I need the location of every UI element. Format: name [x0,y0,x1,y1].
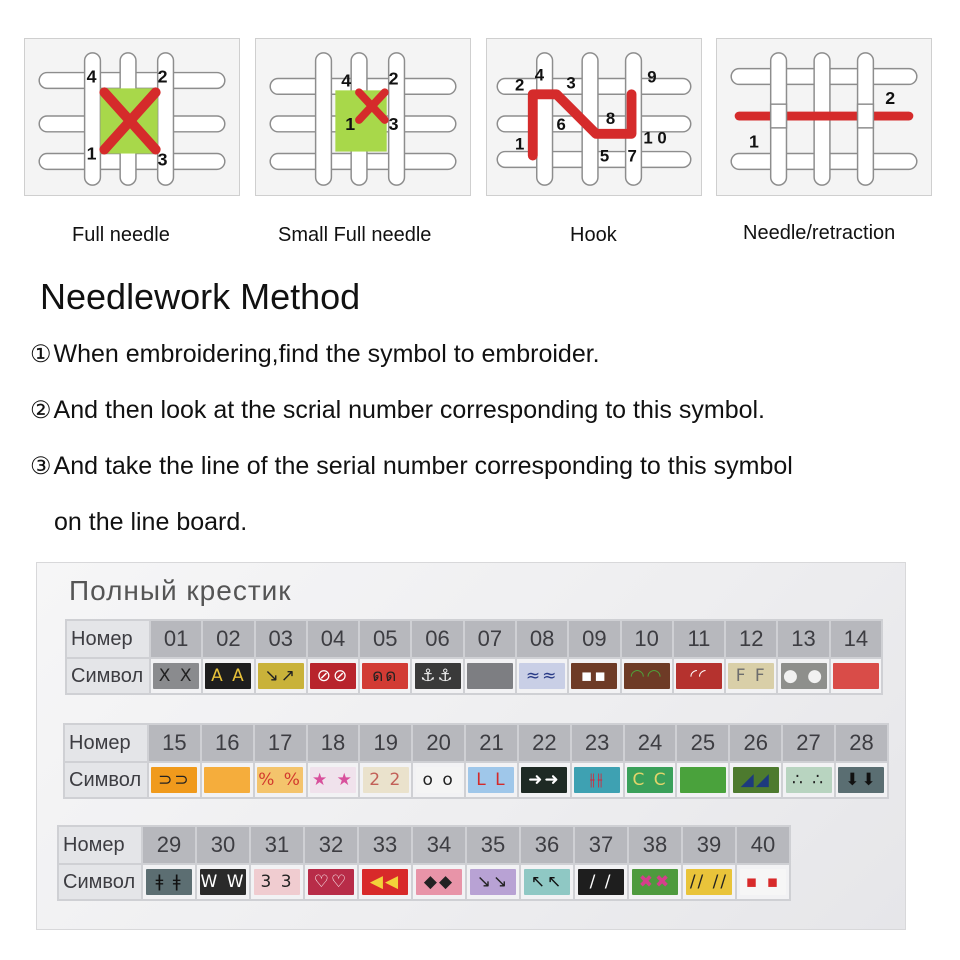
row-label-symbol: Символ [64,762,148,798]
symbol-cell [304,864,358,900]
symbol-cell [196,864,250,900]
symbol-number: 29 [142,826,196,864]
symbol-number: 36 [520,826,574,864]
stitch-number: 2 [157,66,168,87]
symbol-cell [624,762,677,798]
symbol-cell [571,762,624,798]
symbol-number: 31 [250,826,304,864]
stitch-number: 1 [345,113,356,134]
symbol-cell [254,762,307,798]
stitch-number: 5 [599,146,610,166]
symbol-number: 23 [571,724,624,762]
symbol-number: 40 [736,826,790,864]
row-label-symbol: Символ [66,658,150,694]
step-number: ③ [30,453,52,480]
symbol-number: 16 [201,724,254,762]
symbol-chart-card [36,562,906,930]
stitch-number: 9 [647,67,657,87]
symbol-cell [830,658,882,694]
symbol-swatch: % % [257,767,303,793]
row-label-symbol: Символ [58,864,142,900]
symbol-cell [621,658,673,694]
symbol-number: 37 [574,826,628,864]
symbol-number: 20 [412,724,465,762]
symbol-cell [628,864,682,900]
symbol-number: 06 [411,620,463,658]
symbol-swatch: ◆◆ [416,869,462,895]
symbol-swatch [680,767,726,793]
stitch-number: 3 [566,73,576,93]
symbol-swatch: ▪▪ [571,663,617,689]
symbol-swatch [204,767,250,793]
symbol-swatch: ● ● [781,663,827,689]
symbol-number: 19 [359,724,412,762]
step-number: ② [30,397,52,424]
symbol-cell [411,658,463,694]
symbol-table-2 [63,723,889,799]
step-3 [30,452,793,481]
symbol-table-3 [57,825,791,901]
symbol-cell [725,658,777,694]
symbol-cell [729,762,782,798]
symbol-number: 38 [628,826,682,864]
symbol-number: 04 [307,620,359,658]
stitch-number: 8 [605,108,616,128]
symbol-cell [520,864,574,900]
symbol-cell [142,864,196,900]
symbol-swatch: W W [200,869,246,895]
step-text: When embroidering,find the symbol to embroider. [53,340,600,368]
symbol-swatch: // // [686,869,732,895]
symbol-number: 10 [621,620,673,658]
symbol-cell [359,658,411,694]
symbol-cell [736,864,790,900]
row-label-number: Номер [66,620,150,658]
stitch-number: 6 [556,114,566,134]
symbol-number: 32 [304,826,358,864]
symbol-swatch: ⊘⊘ [310,663,356,689]
symbol-table-1 [65,619,883,695]
stitch-number: 2 [885,88,896,109]
symbol-swatch: o o [416,767,462,793]
symbol-swatch: ◀◀ [362,869,408,895]
symbol-number: 28 [835,724,888,762]
card-title: Полный крестик [69,575,292,606]
symbol-cell [676,762,729,798]
stitch-number: 4 [86,66,97,87]
symbol-cell [465,762,518,798]
symbol-cell [358,864,412,900]
step-1 [30,340,600,369]
symbol-swatch: A A [205,663,251,689]
symbol-cell [250,864,304,900]
symbol-number: 12 [725,620,777,658]
caption-full-needle: Full needle [72,224,170,246]
symbol-swatch: ◜◜ [676,663,722,689]
stitch-number: 1 [86,143,97,164]
symbol-cell [835,762,888,798]
symbol-cell [359,762,412,798]
symbol-swatch: ▪ ▪ [740,869,786,895]
stitch-number: 4 [534,65,545,85]
symbol-swatch: ◠◠ [624,663,670,689]
symbol-number: 11 [673,620,725,658]
symbol-number: 18 [307,724,360,762]
symbol-swatch: 2 2 [363,767,409,793]
stitch-number: 2 [388,68,399,89]
symbol-number: 03 [255,620,307,658]
symbol-swatch: ↘↗ [258,663,304,689]
symbol-cell [782,762,835,798]
symbol-swatch: ⊃⊃ [151,767,197,793]
symbol-swatch: ➜➜ [521,767,567,793]
caption-small-full-needle: Small Full needle [278,224,432,246]
symbol-number: 34 [412,826,466,864]
symbol-swatch: / / [578,869,624,895]
small-full-needle-diagram [255,38,471,196]
symbol-number: 17 [254,724,307,762]
symbol-number: 15 [148,724,201,762]
symbol-swatch: ∴ ∴ [786,767,832,793]
symbol-cell [516,658,568,694]
symbol-swatch: C C [627,767,673,793]
full-needle-diagram [24,38,240,196]
symbol-number: 09 [568,620,620,658]
symbol-swatch: ◢◢ [733,767,779,793]
stitch-number: 2 [515,75,525,95]
symbol-number: 02 [202,620,254,658]
symbol-swatch: ⫲⫲ [574,767,620,793]
symbol-cell [202,658,254,694]
symbol-number: 21 [465,724,518,762]
symbol-number: 27 [782,724,835,762]
caption-hook: Hook [570,224,617,246]
stitch-number: 7 [627,146,637,166]
symbol-number: 25 [676,724,729,762]
symbol-cell [673,658,725,694]
step-number: ① [30,341,52,368]
step-text: And then look at the scrial number corresponding to this symbol. [53,396,766,424]
stitch-number: 4 [341,70,352,91]
stitch-number: 1 [515,134,525,154]
symbol-swatch: 3 3 [254,869,300,895]
stitch-number: 1 0 [643,128,667,148]
symbol-number: 39 [682,826,736,864]
symbol-swatch [467,663,513,689]
symbol-cell [201,762,254,798]
symbol-number: 01 [150,620,202,658]
symbol-cell [574,864,628,900]
symbol-swatch: ★ ★ [310,767,356,793]
step-text: And take the line of the serial number corresponding to this symbol [53,452,793,480]
fabric-weave [497,53,691,185]
symbol-cell [307,762,360,798]
symbol-cell [148,762,201,798]
symbol-number: 14 [830,620,882,658]
step-3-continued: on the line board. [54,508,248,536]
stitch-number: 1 [748,131,759,152]
symbol-number: 07 [464,620,516,658]
symbol-swatch: ♡♡ [308,869,354,895]
symbol-number: 22 [518,724,571,762]
symbol-cell [412,864,466,900]
symbol-swatch: ǂ ǂ [146,869,192,895]
symbol-number: 35 [466,826,520,864]
symbol-number: 13 [777,620,829,658]
symbol-number: 30 [196,826,250,864]
symbol-swatch: ⚓⚓ [415,663,461,689]
symbol-swatch: ดด [362,663,408,689]
row-label-number: Номер [64,724,148,762]
symbol-number: 26 [729,724,782,762]
hook-diagram [486,38,702,196]
symbol-swatch: ✖✖ [632,869,678,895]
symbol-cell [777,658,829,694]
needle-retraction-diagram [716,38,932,196]
symbol-cell [682,864,736,900]
symbol-swatch [833,663,879,689]
symbol-swatch: ≈≈ [519,663,565,689]
symbol-cell [307,658,359,694]
symbol-swatch: ↖↖ [524,869,570,895]
symbol-cell [464,658,516,694]
symbol-cell [568,658,620,694]
symbol-cell [518,762,571,798]
symbol-cell [255,658,307,694]
symbol-number: 24 [624,724,677,762]
step-2 [30,396,765,425]
symbol-swatch: ⬇⬇ [838,767,884,793]
row-label-number: Номер [58,826,142,864]
symbol-number: 33 [358,826,412,864]
symbol-cell [466,864,520,900]
symbol-swatch: L L [468,767,514,793]
caption-needle-retraction: Needle/retraction [743,222,896,244]
stitch-number: 3 [388,113,399,134]
stitch-number: 3 [157,149,168,170]
symbol-number: 08 [516,620,568,658]
symbol-number: 05 [359,620,411,658]
page-title: Needlework Method [40,276,361,317]
symbol-swatch: F F [728,663,774,689]
symbol-swatch: X X [153,663,199,689]
symbol-cell [150,658,202,694]
symbol-swatch: ↘↘ [470,869,516,895]
symbol-cell [412,762,465,798]
